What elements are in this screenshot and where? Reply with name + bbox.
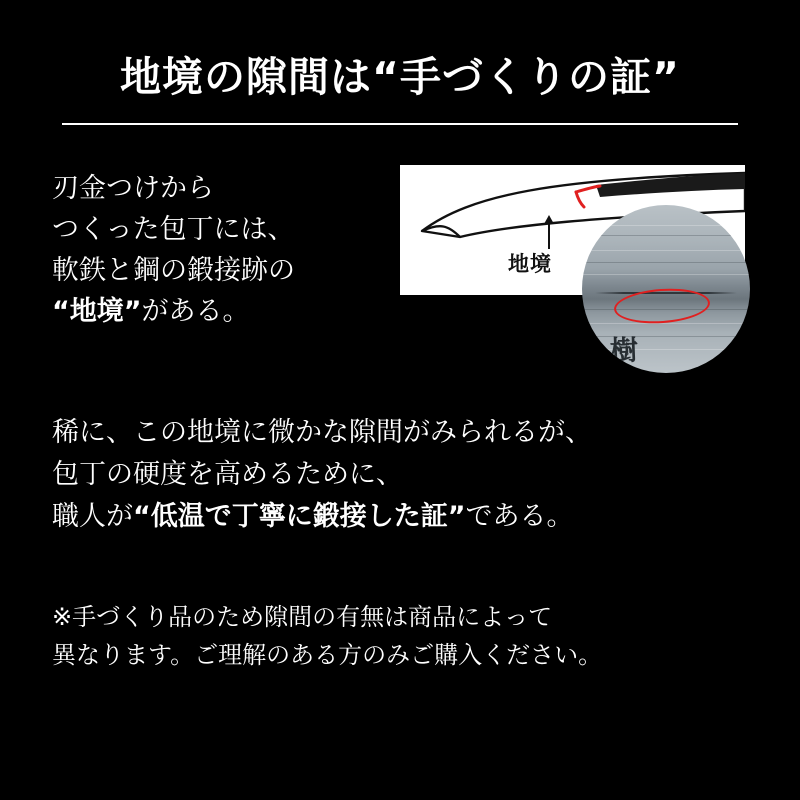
blade-closeup-photo [582, 205, 750, 373]
note-line-1: ※手づくり品のため隙間の有無は商品によって [52, 603, 553, 631]
body-line-1: 稀に、この地境に微かな隙間がみられるが、 [52, 417, 592, 448]
note-line-2: 異なります。ご理解のある方のみご購入ください。 [52, 641, 603, 669]
intro-line-1: 刃金つけから [52, 173, 214, 204]
intro-line-4 [52, 291, 402, 332]
intro-emphasis-term: 地境 [69, 296, 124, 327]
blade-diagram-figure [400, 165, 745, 375]
body-quote-open: “ [133, 501, 151, 532]
body-line-2: 包丁の硬度を高めるために、 [52, 459, 403, 490]
body-emphasis-term: 低温で丁寧に鍛接した証 [150, 501, 448, 532]
caption-pointer-arrow-icon [548, 223, 550, 249]
figure-caption: 地境 [508, 252, 552, 276]
intro-quote-open: “ [52, 296, 70, 327]
body-line-3 [52, 496, 592, 538]
blade-engraving-text: 樹 [609, 333, 641, 368]
body-text-block [52, 412, 592, 538]
intro-line-3: 軟鉄と鋼の鍛接跡の [52, 255, 295, 286]
body-quote-close: ” [447, 501, 466, 532]
body-head: 職人が [52, 501, 133, 532]
title-divider [62, 123, 738, 125]
intro-quote-close: ” [123, 296, 142, 327]
page-title: 地境の隙間は“手づくりの証” [120, 53, 680, 101]
note-text-block [52, 598, 602, 674]
intro-tail: がある。 [141, 296, 250, 327]
intro-text-block [52, 168, 402, 332]
body-tail: である。 [465, 501, 574, 532]
intro-line-2: つくった包丁には、 [52, 214, 295, 245]
